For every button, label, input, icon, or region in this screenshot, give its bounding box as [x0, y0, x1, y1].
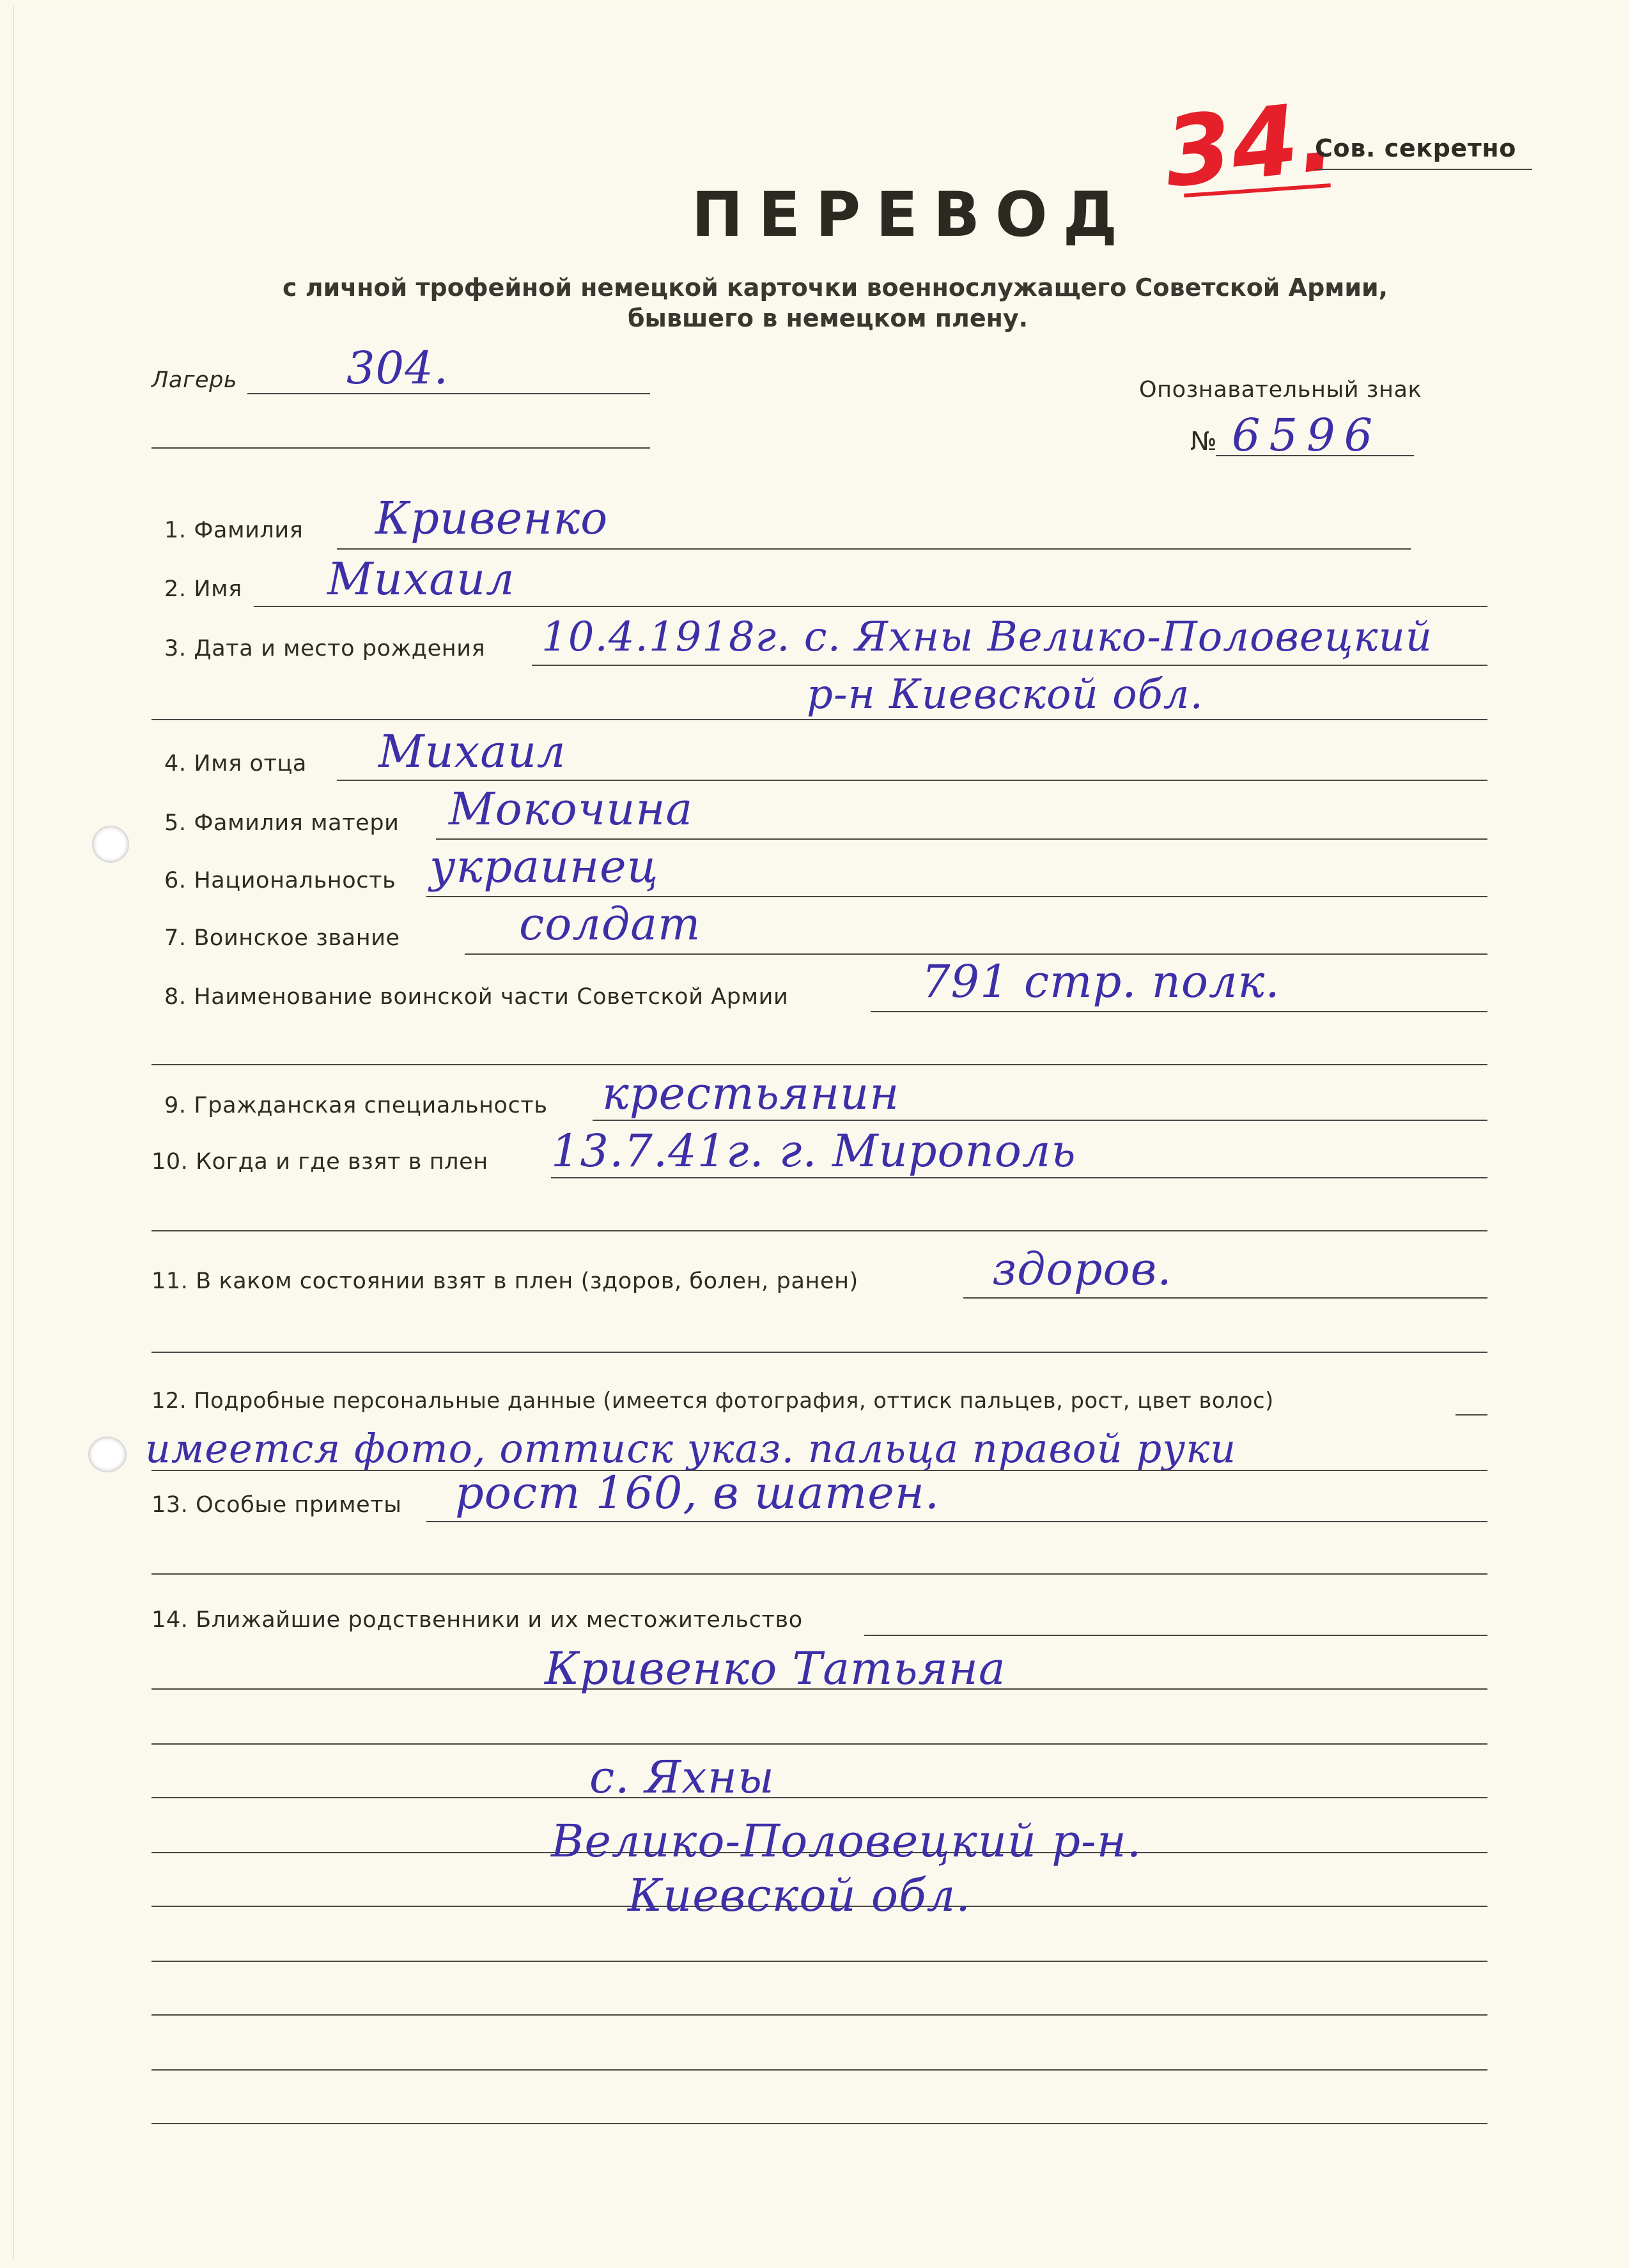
field-4-value: Михаил [378, 725, 566, 778]
relative-region: Киевской обл. [628, 1869, 971, 1922]
field-10-label: 10. Когда и где взят в плен [151, 1149, 488, 1175]
relative-village: с. Яхны [589, 1751, 775, 1803]
field-8-line [871, 1011, 1487, 1012]
classification-underline [1315, 169, 1532, 170]
punch-hole-bottom [88, 1437, 127, 1472]
field-11-label: 11. В каком состоянии взят в плен (здоров, болен, ранен) [151, 1269, 858, 1294]
field-13-line [426, 1521, 1487, 1522]
field-13-value: рост 160, в шатен. [455, 1467, 940, 1519]
page-number-red: 34. [1159, 81, 1340, 210]
field-7-value: солдат [519, 898, 701, 950]
field-4-label: 4. Имя отца [164, 751, 307, 776]
field-8-label: 8. Наименование воинской части Советской Армии [164, 984, 789, 1010]
field-5-line [436, 838, 1487, 840]
field-12-label: 12. Подробные персональные данные (имеется фотография, оттиск пальцев, рост, цвет волос) [151, 1388, 1274, 1413]
field-7-line [465, 953, 1487, 955]
field-8-value: 791 стр. полк. [922, 955, 1280, 1008]
field-12-value: имеется фото, оттиск указ. пальца правой руки [145, 1425, 1237, 1472]
camp-line-2 [151, 447, 650, 449]
field-10-line [551, 1177, 1487, 1178]
field-11-line [963, 1297, 1487, 1299]
id-mark-prefix: № [1190, 427, 1218, 456]
classification-stamp: Сов. секретно [1315, 134, 1516, 162]
field-9-value: крестьянин [602, 1067, 900, 1120]
field-4-line [337, 780, 1487, 781]
field-14-line-8 [151, 2014, 1487, 2016]
field-6-line [426, 896, 1487, 897]
relative-name: Кривенко Татьяна [545, 1642, 1006, 1695]
field-11-line-2 [151, 1352, 1487, 1353]
document-sheet [13, 6, 1615, 2259]
field-2-value: Михаил [327, 553, 515, 605]
field-1-line [337, 548, 1411, 550]
field-7-label: 7. Воинское звание [164, 925, 400, 951]
camp-label: Лагерь [151, 367, 238, 393]
field-10-value: 13.7.41г. г. Мирополь [551, 1125, 1076, 1177]
field-3-line-2 [151, 719, 1487, 720]
document-title: ПЕРЕВОД [692, 179, 1133, 251]
field-3-label: 3. Дата и место рождения [164, 636, 486, 661]
field-6-value: украинец [430, 840, 659, 893]
punch-hole-top [92, 826, 129, 863]
field-9-line [593, 1120, 1487, 1121]
field-5-value: Мокочина [449, 783, 694, 835]
field-14-line-10 [151, 2123, 1487, 2124]
field-9-label: 9. Гражданская специальность [164, 1093, 548, 1118]
id-mark-label: Опознавательный знак [1139, 377, 1422, 403]
field-14-line-3 [151, 1743, 1487, 1745]
field-3-value-line-2: р-н Киевской обл. [807, 671, 1204, 718]
field-14-line-7 [151, 1961, 1487, 1962]
camp-line [247, 393, 650, 394]
field-14-label: 14. Ближайшие родственники и их местожительство [151, 1607, 803, 1633]
field-6-label: 6. Национальность [164, 868, 396, 893]
field-13-label: 13. Особые приметы [151, 1492, 402, 1518]
field-11-value: здоров. [992, 1243, 1172, 1295]
subtitle-line-1: с личной трофейной немецкой карточки военнослужащего Советской Армии, [283, 274, 1388, 302]
field-13-line-2 [151, 1573, 1487, 1575]
field-1-label: 1. Фамилия [164, 518, 304, 543]
camp-value: 304. [346, 342, 449, 394]
id-mark-value: 6596 [1232, 409, 1382, 461]
field-10-line-2 [151, 1230, 1487, 1231]
subtitle-line-2: бывшего в немецком плену. [628, 304, 1028, 332]
relative-district: Велико-Половецкий р-н. [551, 1815, 1142, 1867]
field-5-label: 5. Фамилия матери [164, 810, 400, 836]
field-3-line [532, 665, 1487, 666]
field-3-value-line-1: 10.4.1918г. с. Яхны Велико-Половецкий [541, 613, 1432, 661]
field-2-line [254, 606, 1487, 607]
field-8-line-2 [151, 1064, 1487, 1065]
field-14-line-4 [151, 1797, 1487, 1798]
field-2-label: 2. Имя [164, 576, 242, 602]
field-14-line-9 [151, 2069, 1487, 2071]
field-1-value: Кривенко [375, 492, 609, 544]
field-12-line [1455, 1414, 1487, 1416]
field-14-line [864, 1635, 1487, 1636]
